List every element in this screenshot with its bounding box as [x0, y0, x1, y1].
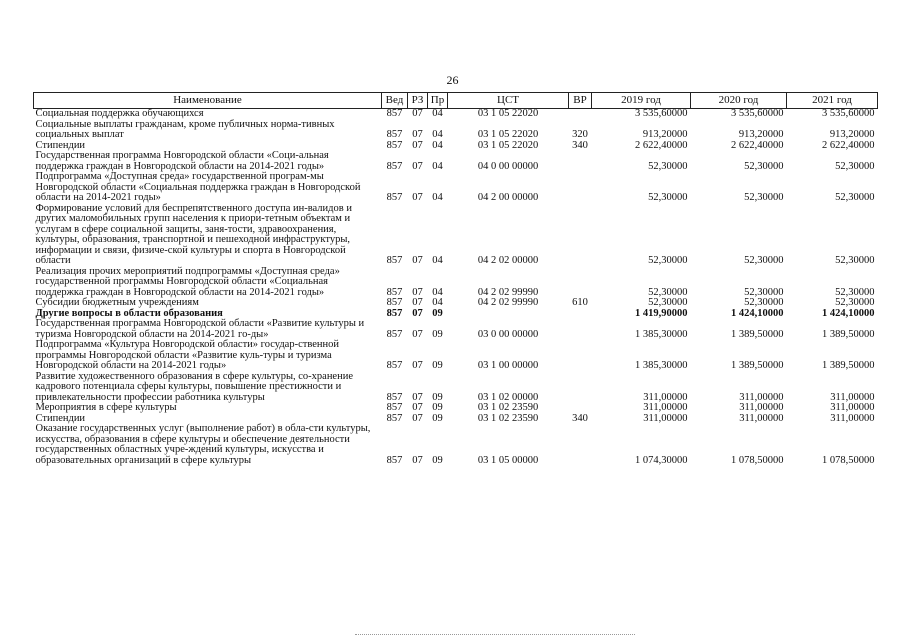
cell-2019: 913,20000: [642, 129, 688, 140]
cell-2020: 1 424,10000: [731, 307, 784, 319]
cell-2020: 1 389,50000: [731, 328, 784, 340]
cell-cst: 03 1 05 22020: [477, 129, 539, 140]
cell-ved: 857: [386, 108, 403, 119]
header-pr: Пр: [428, 93, 448, 109]
cell-ved: 857: [386, 129, 403, 140]
cell-cst: 03 1 05 22020: [477, 139, 539, 151]
cell-vr: [569, 319, 592, 340]
cell-2021: 52,30000: [835, 160, 875, 172]
cell-name: Реализация прочих мероприятий подпрограммы «Доступная среда» государственной программы Новгородской области «Социальная поддержка граждан в Новгородской области на 2014-2021 годы»: [35, 265, 340, 298]
cell-2019: 52,30000: [648, 286, 688, 298]
cell-2020: 311,00000: [739, 391, 784, 403]
cell-ved: 857: [386, 402, 403, 413]
cell-pr: 04: [432, 297, 443, 308]
cell-cst: 04 0 00 00000: [477, 160, 539, 172]
cell-rz: 07: [412, 255, 423, 266]
cell-2021: 1 424,10000: [822, 307, 875, 319]
cell-2021: 52,30000: [835, 286, 875, 298]
cell-pr: 09: [432, 454, 443, 466]
cell-pr: 04: [432, 139, 443, 151]
cell-name: Стипендии: [35, 139, 86, 151]
cell-name: Подпрограмма «Доступная среда» государственной програм-мы Новгородской области «Социальная поддержка граждан в Новгородской области на 2014-2021 годы»: [35, 171, 361, 203]
cell-2019: 3 535,60000: [635, 108, 688, 119]
header-ved: Вед: [382, 93, 408, 109]
cell-name: Стипендии: [35, 412, 86, 424]
cell-rz: 07: [412, 328, 423, 340]
cell-2021: 1 389,50000: [822, 360, 875, 371]
cell-ved: 857: [386, 286, 403, 298]
cell-name: Другие вопросы в области образования: [35, 307, 223, 319]
cell-2019: 2 622,40000: [635, 139, 688, 151]
cell-pr: 09: [432, 391, 443, 403]
cell-ved: 857: [386, 391, 403, 403]
table-row: [34, 340, 878, 372]
cell-2019: 1 385,30000: [635, 328, 688, 340]
cell-2019: 52,30000: [648, 160, 688, 172]
cell-name: Мероприятия в сфере культуры: [35, 402, 177, 413]
cell-ved: 857: [386, 412, 403, 424]
cell-ved: 857: [386, 328, 403, 340]
cell-name: Государственная программа Новгородской области «Развитие культуры и туризма Новгородской области на 2014-2021 го-ды»: [35, 318, 365, 340]
cell-2020: 311,00000: [739, 402, 784, 413]
cell-2021: 1 078,50000: [822, 454, 875, 466]
cell-cst: 04 2 02 99990: [477, 297, 539, 308]
cell-2021: 52,30000: [835, 297, 875, 308]
cell-cst: 03 1 05 00000: [477, 454, 539, 466]
cell-vr: [569, 309, 592, 320]
cell-2021: 311,00000: [830, 391, 875, 403]
cell-ved: 857: [386, 139, 403, 151]
cell-vr: [569, 340, 592, 372]
cell-vr: 340: [572, 412, 588, 424]
cell-rz: 07: [412, 391, 423, 403]
cell-name: Социальная поддержка обучающихся: [35, 108, 204, 119]
cell-2021: 52,30000: [835, 192, 875, 203]
cell-name: Государственная программа Новгородской области «Соци-альная поддержка граждан в Новгородской области на 2014-2021 годы»: [35, 150, 329, 172]
cell-pr: 09: [432, 328, 443, 340]
cell-2021: 913,20000: [829, 129, 875, 140]
header-2019: 2019 год: [592, 93, 691, 109]
cell-pr: 04: [432, 160, 443, 172]
cell-2020: 52,30000: [744, 297, 784, 308]
table-row: [34, 151, 878, 172]
cell-2021: 1 389,50000: [822, 328, 875, 340]
cell-cst: 03 1 05 22020: [477, 108, 539, 119]
cell-pr: 04: [432, 255, 443, 266]
cell-2019: 1 074,30000: [635, 454, 688, 466]
cell-2019: 1 385,30000: [635, 360, 688, 371]
cell-rz: 07: [412, 129, 423, 140]
cell-cst: 03 1 00 00000: [477, 360, 539, 371]
cell-cst: 03 0 00 00000: [477, 328, 539, 340]
cell-rz: 07: [412, 286, 423, 298]
cell-2019: 1 419,90000: [635, 307, 688, 319]
cell-2020: 3 535,60000: [731, 108, 784, 119]
cell-vr: [569, 267, 592, 299]
cell-name: Развитие художественного образования в сфере культуры, со-хранение кадрового потенциала сферы культуры, повышение престижности и привлекательности профессии работника культуры: [35, 370, 353, 403]
header-cst: ЦСТ: [448, 93, 569, 109]
header-2021: 2021 год: [787, 93, 878, 109]
cell-2020: 2 622,40000: [731, 139, 784, 151]
cell-pr: 09: [432, 307, 443, 319]
cell-vr: 320: [572, 129, 588, 140]
cell-pr: 09: [432, 412, 443, 424]
cell-pr: 04: [432, 108, 443, 119]
cell-2020: 52,30000: [744, 160, 784, 172]
table-header-row: [34, 93, 878, 109]
cell-2020: 1 078,50000: [731, 454, 784, 466]
cell-ved: 857: [386, 360, 403, 371]
page-number: 26: [446, 73, 459, 87]
cell-ved: 857: [386, 192, 403, 203]
cell-ved: 857: [386, 307, 403, 319]
header-name: Наименование: [34, 93, 382, 109]
cell-rz: 07: [412, 139, 423, 151]
cell-cst: 03 1 02 23590: [477, 412, 539, 424]
cell-2021: 52,30000: [835, 255, 875, 266]
cell-pr: 09: [432, 402, 443, 413]
cell-2019: 52,30000: [648, 297, 688, 308]
cell-ved: 857: [386, 255, 403, 266]
cell-ved: 857: [386, 297, 403, 308]
cell-rz: 07: [412, 297, 423, 308]
cell-cst: 03 1 02 00000: [477, 391, 539, 403]
cell-rz: 07: [412, 360, 423, 371]
cell-2021: 2 622,40000: [822, 139, 875, 151]
cell-cst: 04 2 02 99990: [477, 286, 539, 298]
cell-vr: 340: [572, 139, 588, 151]
header-rz: РЗ: [408, 93, 428, 109]
cell-pr: 04: [432, 192, 443, 203]
cell-name: Субсидии бюджетным учреждениям: [35, 297, 199, 308]
cell-2019: 311,00000: [643, 402, 688, 413]
cell-2019: 311,00000: [643, 391, 688, 403]
cell-2021: 311,00000: [830, 402, 875, 413]
cell-pr: 04: [432, 129, 443, 140]
budget-table: [33, 92, 878, 466]
cell-vr: [569, 372, 592, 404]
header-vr: ВР: [569, 93, 592, 109]
cell-rz: 07: [412, 160, 423, 172]
cell-rz: 07: [412, 307, 423, 319]
cell-vr: [569, 424, 592, 466]
cell-rz: 07: [412, 402, 423, 413]
cell-cst: 04 2 00 00000: [477, 192, 539, 203]
cell-rz: 07: [412, 108, 423, 119]
table-row: [34, 120, 878, 141]
cell-name: Оказание государственных услуг (выполнение работ) в обла-сти культуры, искусства, образования в сфере культуры и обеспечение деятельности государственных областных учре-ждений культуры, искусства и образовательных организаций в сфере культуры: [35, 423, 371, 466]
cell-cst: 04 2 02 00000: [477, 255, 539, 266]
cell-2020: 52,30000: [744, 255, 784, 266]
cell-2020: 1 389,50000: [731, 360, 784, 371]
table-row: [34, 298, 878, 309]
cell-2020: 913,20000: [738, 129, 784, 140]
cell-vr: [569, 109, 592, 120]
table-row: [34, 403, 878, 414]
table-row: [34, 372, 878, 404]
header-2020: 2020 год: [691, 93, 787, 109]
cell-ved: 857: [386, 454, 403, 466]
cell-ved: 857: [386, 160, 403, 172]
cell-rz: 07: [412, 412, 423, 424]
table-row: [34, 319, 878, 340]
cell-2019: 52,30000: [648, 192, 688, 203]
cell-name: Подпрограмма «Культура Новгородской области» государ-ственной программы Новгородской области «Развитие куль-туры и туризма Новгородской области на 2014-2021 годы»: [35, 339, 339, 371]
cell-name: Социальные выплаты гражданам, кроме публичных норма-тивных социальных выплат: [35, 118, 335, 140]
cell-vr: [569, 403, 592, 414]
cell-vr: [569, 172, 592, 204]
table-row: [34, 109, 878, 120]
cell-2021: 3 535,60000: [822, 108, 875, 119]
cell-2021: 311,00000: [830, 412, 875, 424]
cell-vr: [569, 151, 592, 172]
table-row: [34, 204, 878, 267]
cell-name: Формирование условий для беспрепятственного доступа ин-валидов и других маломобильных групп населения к приори-тетным объектам и услугам в сфере социальной защиты, заня-тости, здравоохранения, культуры, образования, транспортной и пешеходной инфраструктуры, информации и связи, физиче-ской культуры и спорта в Новгородской области: [35, 202, 352, 266]
cell-rz: 07: [412, 454, 423, 466]
table-row: [34, 267, 878, 299]
cell-2020: 52,30000: [744, 286, 784, 298]
cell-pr: 09: [432, 360, 443, 371]
cell-2019: 52,30000: [648, 255, 688, 266]
cell-cst: [448, 309, 569, 320]
table-row: [34, 424, 878, 466]
cell-cst: 03 1 02 23590: [477, 402, 539, 413]
cell-vr: [569, 204, 592, 267]
cell-rz: 07: [412, 192, 423, 203]
cell-2019: 311,00000: [643, 412, 688, 424]
cell-pr: 04: [432, 286, 443, 298]
cell-2020: 311,00000: [739, 412, 784, 424]
cell-vr: 610: [572, 297, 588, 308]
table-row: [34, 172, 878, 204]
scan-artifact-line: [355, 634, 635, 636]
cell-2020: 52,30000: [744, 192, 784, 203]
